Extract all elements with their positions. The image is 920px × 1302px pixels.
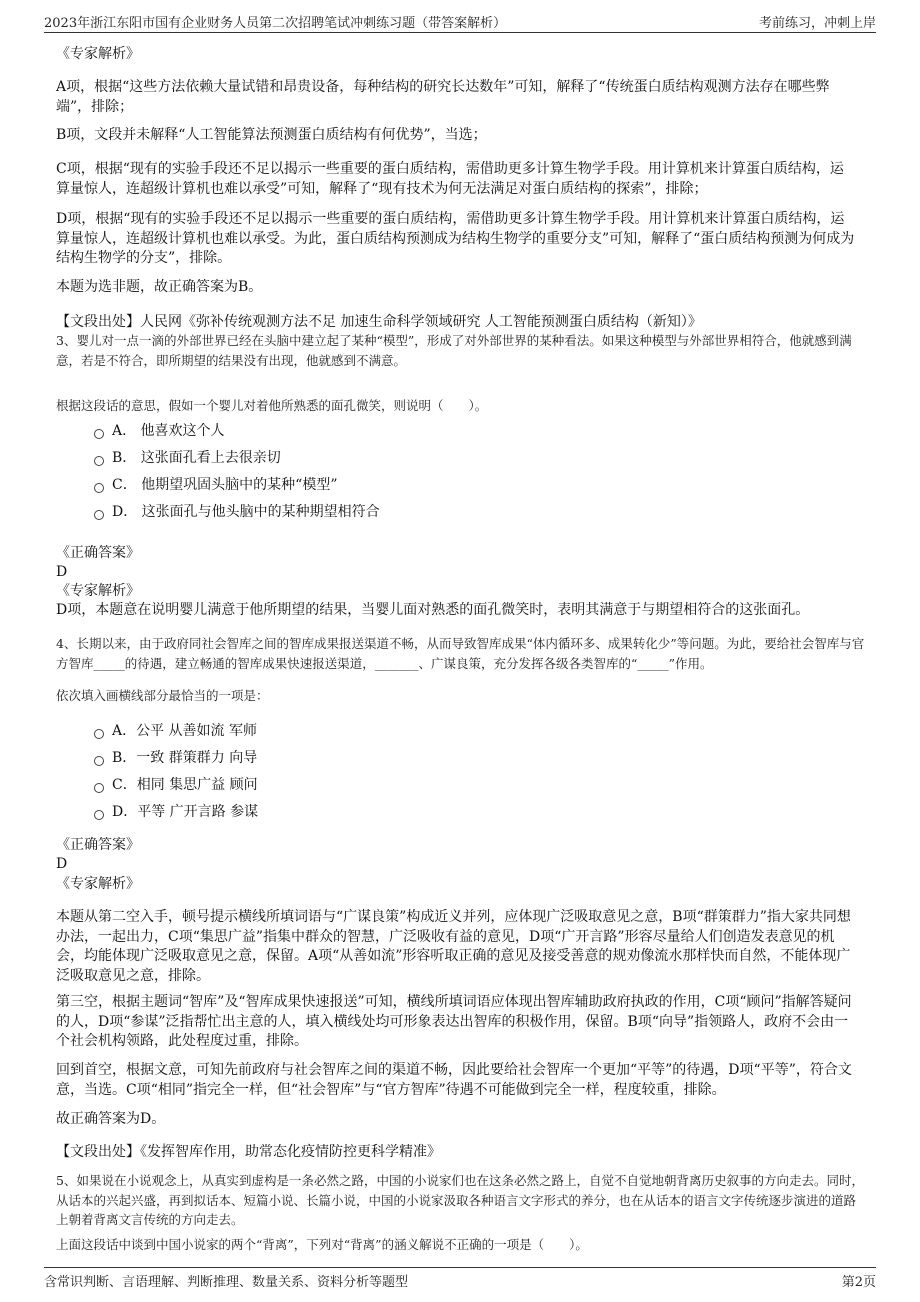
document-title: 2023年浙江东阳市国有企业财务人员第二次招聘笔试冲刺练习题（带答案解析）: [44, 16, 507, 31]
analysis-option-b: B项，文段并未解释“人工智能算法预测蛋白质结构有何优势”，当选；: [56, 127, 487, 143]
q3-option-d-label: D． 这张面孔与他头脑中的某种期望相符合: [112, 504, 380, 520]
text-source: 【文段出处】《发挥智库作用，助常态化疫情防控更科学精准》: [56, 1144, 441, 1160]
answer-conclusion: 本题为选非题，故正确答案为B。: [56, 279, 263, 295]
expert-analysis-label: 《专家解析》: [56, 876, 140, 892]
q3-option-a-label: A． 他喜欢这个人: [112, 423, 225, 439]
analysis-option-d: D项，根据“现有的实验手段还不足以揭示一些重要的蛋白质结构，需借助更多计算生物学手段。用计算机来计算蛋白质结构，运算量惊人，连超级计算机也难以承受。为此，蛋白质结构预测成为结构生物学的重要分支”可知，解释了“蛋白质结构预测为何成为结构生物学的分支”，排除。: [56, 211, 855, 266]
footer-divider: [44, 1267, 876, 1268]
radio-icon[interactable]: [94, 729, 104, 739]
correct-answer-label: 《正确答案》: [56, 545, 140, 561]
q3-option-a[interactable]: [94, 421, 225, 441]
q4-option-d[interactable]: [94, 802, 258, 822]
expert-analysis-paragraph-2: 第三空，根据主题词“智库”及“智库成果快速报送”可知，横线所填词语应体现出智库辅助政府执政的作用，C项“顾问”指解答疑问的人，D项“参谋”泛指帮忙出主意的人，填入横线处均可形象表达出智库的积极作用，保留。B项“向导”指领路人，政府不会由一个社会机构领路，此处程度过重，排除。: [56, 994, 852, 1049]
q4-option-c-label: C．相同 集思广益 顾问: [112, 777, 258, 793]
expert-analysis-text: D项，本题意在说明婴儿满意于他所期望的结果，当婴儿面对熟悉的面孔微笑时，表明其满意于与期望相符合的这张面孔。: [56, 602, 810, 618]
header-slogan: 考前练习，冲刺上岸: [758, 16, 876, 31]
q4-option-a-label: A．公平 从善如流 军师: [112, 723, 258, 739]
page-number: 第2页: [841, 1275, 876, 1290]
question-5-stem: 5、如果说在小说观念上，从真实到虚构是一条必然之路，中国的小说家们也在这条必然之路上，自觉不自觉地朝背离历史叙事的方向走去。同时，从话本的兴起兴盛，再到拟话本、短篇小说、长篇小说，中国的小说家汲取各种语言文字形式的养分，也在从话本的语言文字传统逐步演进的道路上朝着背离文言传统的方向走去。: [56, 1173, 864, 1227]
correct-answer-label: 《正确答案》: [56, 837, 140, 853]
q4-option-d-label: D．平等 广开言路 参谋: [112, 804, 259, 820]
question-3-stem: 3、婴儿对一点一滴的外部世界已经在头脑中建立起了某种“模型”，形成了对外部世界的某种看法。如果这种模型与外部世界相符合，他就感到满意，若是不符合，即所期望的结果没有出现，他就感到不满意。: [56, 333, 852, 368]
q3-option-c[interactable]: [94, 475, 337, 495]
radio-icon[interactable]: [94, 810, 104, 820]
q3-option-b[interactable]: [94, 448, 281, 468]
expert-analysis-paragraph-3: 回到首空，根据文意，可知先前政府与社会智库之间的渠道不畅，因此要给社会智库一个更加“平等”的待遇，D项“平等”，符合文意，当选。C项“相同”指完全一样，但“社会智库”与“官方智库”待遇不可能做到完全一样，程度较重，排除。: [56, 1062, 852, 1098]
expert-analysis-label: 《专家解析》: [56, 583, 140, 599]
radio-icon[interactable]: [94, 510, 104, 520]
correct-answer: D: [56, 856, 68, 872]
correct-answer: D: [56, 564, 68, 580]
header-divider: [44, 32, 876, 33]
question-4-prompt: 依次填入画横线部分最恰当的一项是：: [56, 688, 269, 703]
analysis-option-a: A项，根据“这些方法依赖大量试错和昂贵设备，每种结构的研究长达数年”可知，解释了“传统蛋白质结构观测方法存在哪些弊端”，排除；: [56, 79, 830, 115]
q4-option-a[interactable]: [94, 721, 257, 741]
q4-option-b-label: B．一致 群策群力 向导: [112, 750, 258, 766]
q4-option-c[interactable]: [94, 775, 258, 795]
expert-analysis-paragraph-1: 本题从第二空入手，顿号提示横线所填词语与“广谋良策”构成近义并列，应体现广泛吸取意见之意，B项“群策群力”指大家共同想办法，一起出力，C项“集思广益”指集中群众的智慧，广泛吸收有益的意见，D项“广开言路”形容尽量给人们创造发表意见的机会，均能体现广泛吸取意见之意，保留。A项“从善如流”形容听取正确的意见及接受善意的规劝像流水那样快而自然，不能体现广泛吸取意见之意，排除。: [56, 909, 851, 984]
page-header: [0, 0, 920, 34]
question-4-stem: 4、长期以来，由于政府同社会智库之间的智库成果报送渠道不畅，从而导致智库成果“体内循环多、成果转化少”等问题。为此，要给社会智库与官方智库_____的待遇，建立畅通的智库成果快速报送渠道，_______、广谋良策，充分发挥各级各类智库的“_____”作用。: [56, 636, 865, 671]
text-source: 【文段出处】人民网《弥补传统观测方法不足 加速生命科学领域研究 人工智能预测蛋白质结构（新知）》: [56, 314, 702, 330]
q3-option-c-label: C． 他期望巩固头脑中的某种“模型”: [112, 477, 338, 493]
q4-option-b[interactable]: [94, 748, 257, 768]
radio-icon[interactable]: [94, 783, 104, 793]
question-5-prompt: 上面这段话中谈到中国小说家的两个“背离”，下列对“背离”的涵义解说不正确的一项是（ ）。: [56, 1237, 588, 1252]
radio-icon[interactable]: [94, 483, 104, 493]
q3-option-d[interactable]: [94, 502, 380, 522]
expert-analysis-label: 《专家解析》: [56, 46, 140, 62]
radio-icon[interactable]: [94, 429, 104, 439]
footer-note: 含常识判断、言语理解、判断推理、数量关系、资料分析等题型: [44, 1275, 409, 1290]
question-3-prompt: 根据这段话的意思，假如一个婴儿对着他所熟悉的面孔微笑，则说明（ ）。: [56, 398, 488, 413]
q3-option-b-label: B． 这张面孔看上去很亲切: [112, 450, 281, 466]
answer-conclusion: 故正确答案为D。: [56, 1111, 166, 1127]
radio-icon[interactable]: [94, 456, 104, 466]
radio-icon[interactable]: [94, 756, 104, 766]
analysis-option-c: C项，根据“现有的实验手段还不足以揭示一些重要的蛋白质结构，需借助更多计算生物学手段。用计算机来计算蛋白质结构，运算量惊人，连超级计算机也难以承受”可知，解释了“现有技术为何无法满足对蛋白质结构的探索”，排除；: [56, 161, 844, 197]
